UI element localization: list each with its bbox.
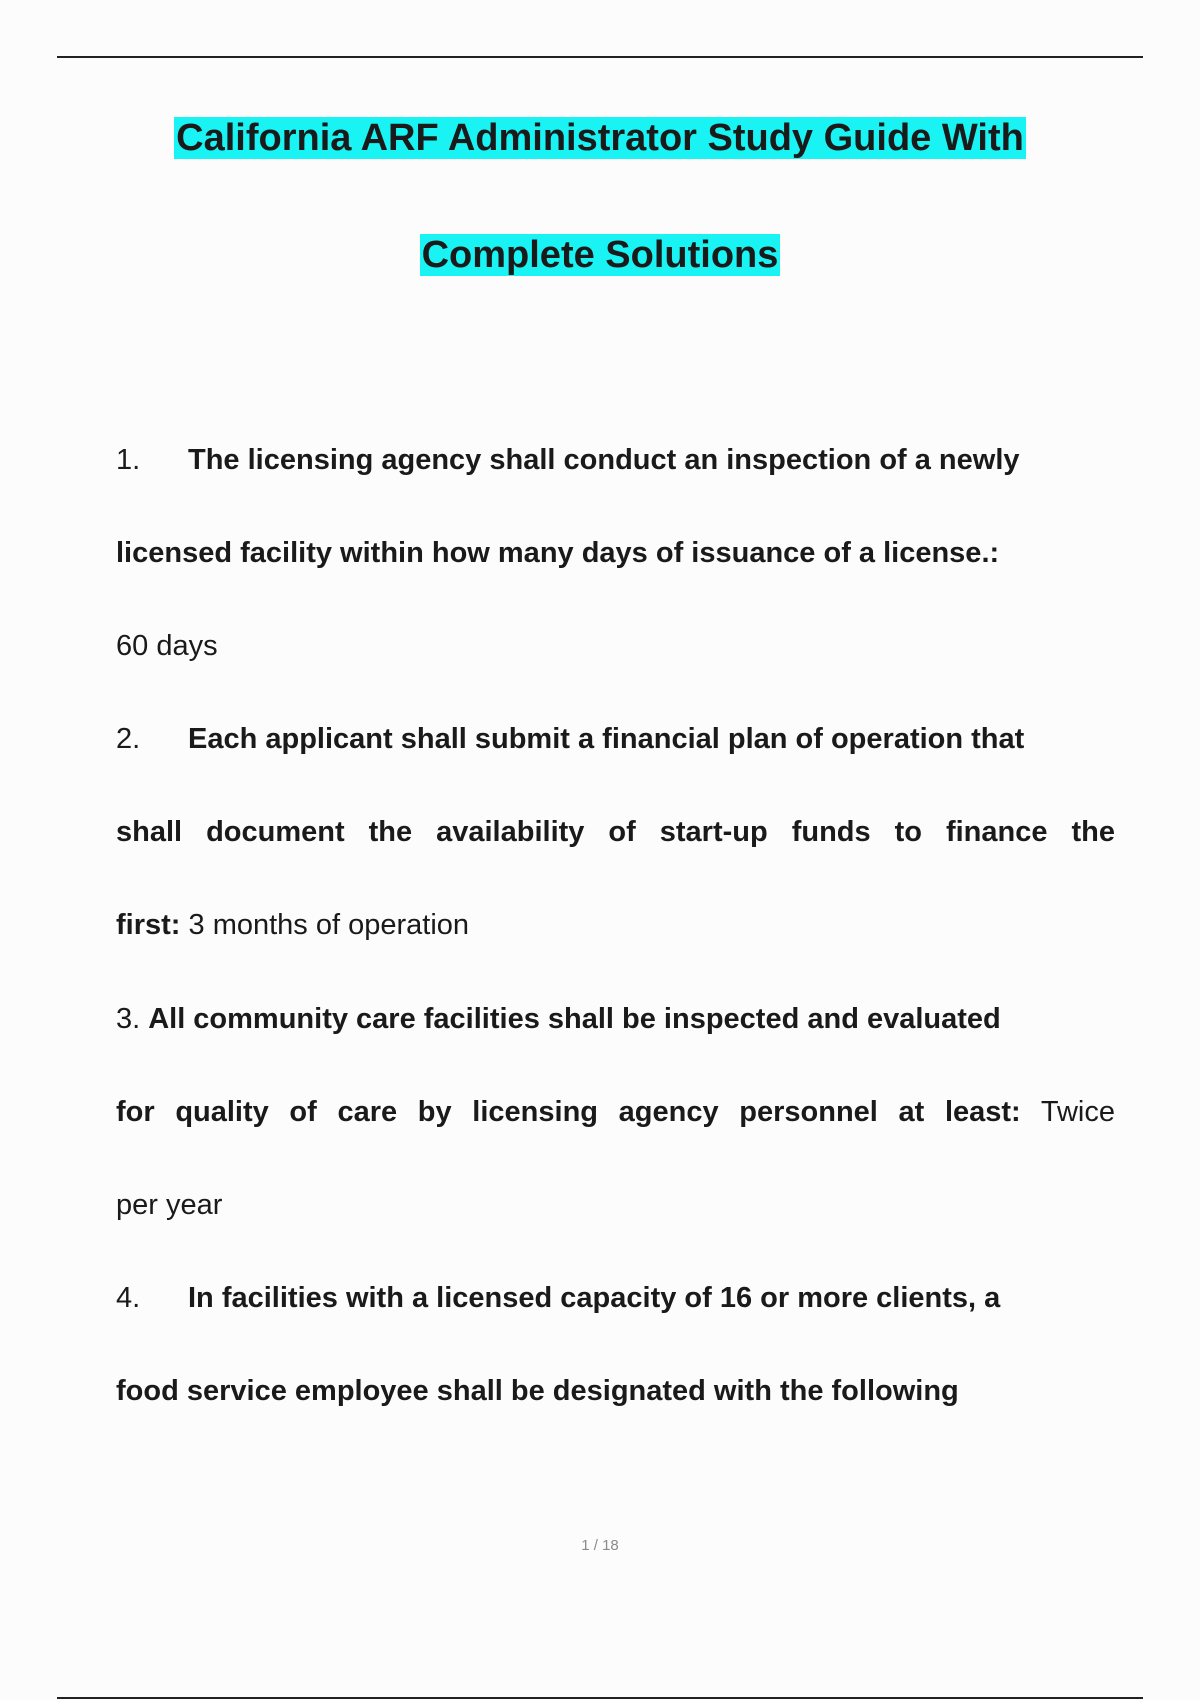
question-3-number: 3.	[116, 1003, 141, 1035]
question-1-text-a: The licensing agency shall conduct an inspection of a newly	[188, 444, 1020, 476]
top-rule	[57, 56, 1143, 58]
question-4-text-b: food service employee shall be designated with the following	[116, 1375, 959, 1407]
question-3-answer-a: Twice	[1040, 1096, 1115, 1128]
question-2-text-c: first:	[116, 909, 181, 941]
title-highlight-1: California ARF Administrator Study Guide With	[176, 117, 1024, 159]
document-title-line-2	[0, 232, 1200, 278]
document-title-line-1	[0, 115, 1200, 161]
question-1-text-b: licensed facility within how many days of issuance of a license.:	[116, 537, 1000, 569]
question-3-text-a: All community care facilities shall be inspected and evaluated	[148, 1003, 1001, 1035]
question-3-line-2	[116, 1092, 1115, 1132]
question-3-answer-line	[116, 1185, 1115, 1225]
question-3-answer-b: per year	[116, 1189, 223, 1221]
question-2-number: 2.	[116, 723, 141, 755]
question-4-line-1	[116, 1278, 1115, 1318]
bottom-rule	[57, 1697, 1143, 1699]
question-1-line-2	[116, 533, 1115, 573]
question-2-text-b: shall document the availability of start-up funds to finance the	[116, 816, 1115, 848]
question-1-number: 1.	[116, 444, 141, 476]
question-2-line-1	[116, 719, 1115, 759]
question-1-answer: 60 days	[116, 630, 218, 662]
question-3-text-b: for quality of care by licensing agency personnel at least:	[116, 1096, 1021, 1128]
question-3-line-1	[116, 999, 1115, 1039]
question-2-text-a: Each applicant shall submit a financial plan of operation that	[188, 723, 1025, 755]
page-indicator: 1 / 18	[581, 1537, 619, 1554]
question-2-answer: 3 months of operation	[188, 909, 470, 941]
title-highlight-2: Complete Solutions	[421, 234, 779, 276]
question-4-text-a: In facilities with a licensed capacity of 16 or more clients, a	[188, 1282, 1001, 1314]
question-1-answer-line	[116, 626, 1115, 666]
question-2-line-2	[116, 812, 1115, 852]
question-1-line-1	[116, 440, 1115, 480]
question-2-line-3	[116, 905, 1115, 945]
question-4-number: 4.	[116, 1282, 141, 1314]
question-4-line-2	[116, 1371, 1115, 1411]
